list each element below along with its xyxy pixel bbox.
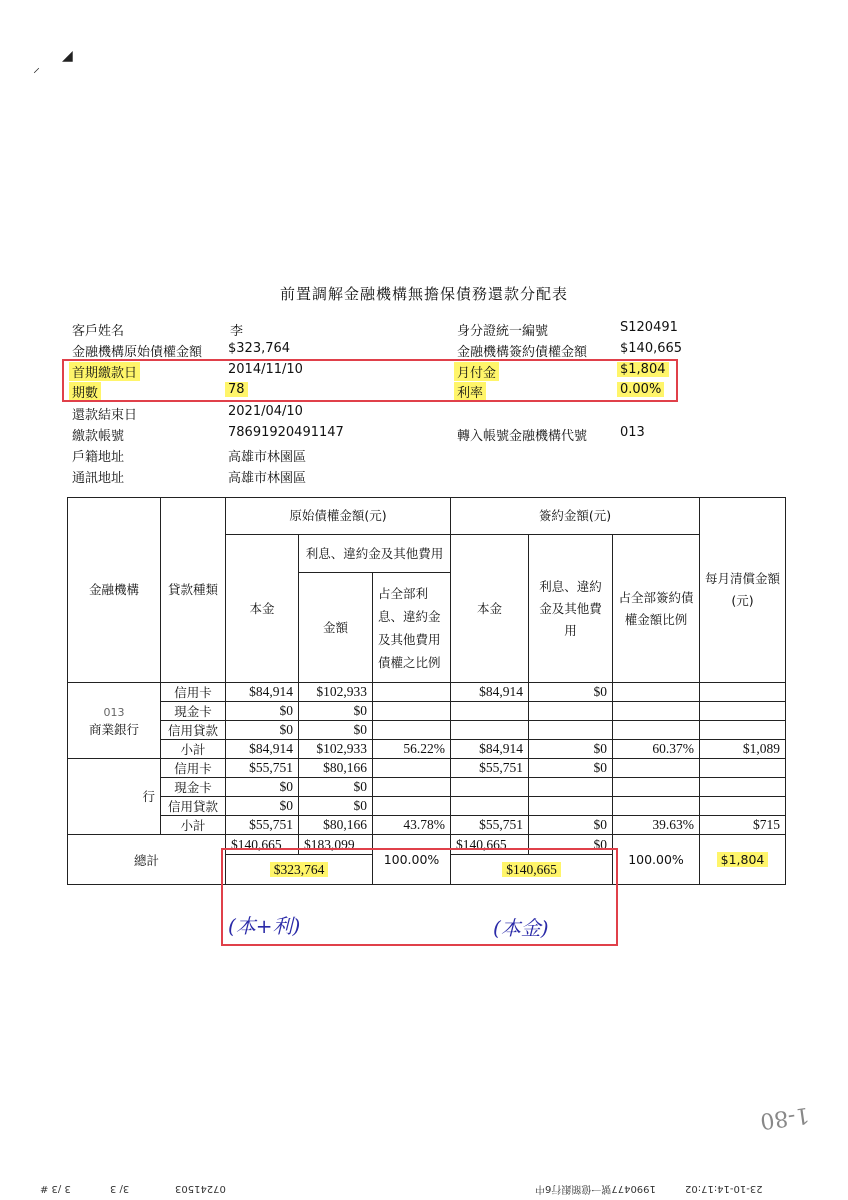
- account-value: 78691920491147: [228, 425, 344, 440]
- cell: $715: [700, 816, 786, 835]
- cell: [373, 683, 451, 702]
- contract-amount-value: $140,665: [620, 341, 683, 356]
- cell: [373, 721, 451, 740]
- cell: $84,914: [226, 740, 299, 759]
- header-contract-interest: 利息、違約金及其他費用: [529, 535, 613, 683]
- first-payment-label: 首期繳款日: [69, 362, 140, 381]
- id-label: 身分證統一編號: [457, 324, 549, 339]
- cell: $55,751: [226, 816, 299, 835]
- total-label: 總計: [68, 835, 226, 885]
- cell: $0: [529, 740, 613, 759]
- end-date-value: 2021/04/10: [228, 404, 303, 419]
- total-contract-principal: $140,665: [451, 835, 529, 855]
- header-amount: 金額: [299, 573, 373, 683]
- cell: [529, 721, 613, 740]
- cell: [700, 702, 786, 721]
- account-label: 繳款帳號: [72, 429, 125, 444]
- household-address-value: 高雄市林園區: [228, 450, 307, 465]
- cell: $84,914: [226, 683, 299, 702]
- cell: [700, 778, 786, 797]
- footer-page: 3/ 3: [110, 1183, 130, 1194]
- footer-timestamp: 23-10-14:17:02: [685, 1183, 763, 1194]
- total-monthly-cell: [700, 835, 786, 885]
- repayment-table: [67, 497, 786, 885]
- cell: $80,166: [299, 816, 373, 835]
- cell: [373, 702, 451, 721]
- periods-label: 期數: [69, 382, 101, 401]
- cell: [529, 778, 613, 797]
- transfer-bank-label: 轉入帳號金融機構代號: [457, 429, 588, 444]
- contract-amount-label: 金融機構簽約債權金額: [457, 345, 588, 360]
- rate-label: 利率: [454, 382, 486, 401]
- total-monthly: $1,804: [717, 852, 769, 867]
- total-contract-ratio: 100.00%: [613, 835, 700, 885]
- header-contract-ratio: 占全部簽約債權金額比例: [613, 535, 700, 683]
- cell: [700, 759, 786, 778]
- cell: $84,914: [451, 683, 529, 702]
- cell: $0: [529, 683, 613, 702]
- customer-name-value: 李: [230, 324, 244, 339]
- cell: $0: [529, 759, 613, 778]
- cell: [529, 797, 613, 816]
- cell: [613, 721, 700, 740]
- cell: $0: [226, 778, 299, 797]
- scan-mark: ◢: [62, 48, 73, 64]
- footer-left: 3 /3 #: [40, 1183, 71, 1194]
- mail-address-label: 通訊地址: [72, 471, 125, 486]
- cell: $0: [529, 816, 613, 835]
- total-contract-sum: $140,665: [502, 862, 561, 877]
- cell: $0: [299, 797, 373, 816]
- cell: [373, 759, 451, 778]
- transfer-bank-value: 013: [620, 425, 645, 440]
- cell: [700, 797, 786, 816]
- header-ratio-original: 占全部利息、違約金及其他費用債權之比例: [373, 573, 451, 683]
- header-institution: 金融機構: [68, 498, 161, 683]
- total-original-sum: $323,764: [270, 862, 329, 877]
- cell: [613, 702, 700, 721]
- cell: [373, 797, 451, 816]
- cell: [613, 759, 700, 778]
- cell: $0: [226, 797, 299, 816]
- institution-2-name: 行: [142, 789, 155, 804]
- footer-center: 1990477號一億額銀行6中: [535, 1183, 656, 1194]
- cell: 39.63%: [613, 816, 700, 835]
- household-address-label: 戶籍地址: [72, 450, 125, 465]
- loan-type-cash-card: 現金卡: [161, 702, 226, 721]
- original-amount-value: $323,764: [228, 341, 291, 356]
- cell: [529, 702, 613, 721]
- cell: $84,914: [451, 740, 529, 759]
- handwritten-note-left: (本+利): [228, 914, 301, 938]
- header-principal: 本金: [226, 535, 299, 683]
- header-monthly-payment: 每月清償金額(元): [700, 498, 786, 683]
- loan-type-cash-card: 現金卡: [161, 778, 226, 797]
- cell: $0: [299, 778, 373, 797]
- monthly-label: 月付金: [454, 362, 499, 381]
- document-title: 前置調解金融機構無擔保債務還款分配表: [279, 285, 568, 303]
- total-ratio: 100.00%: [373, 835, 451, 885]
- cell: $102,933: [299, 740, 373, 759]
- cell: [373, 778, 451, 797]
- first-payment-value: 2014/11/10: [228, 362, 303, 377]
- cell: $0: [226, 702, 299, 721]
- cell: [451, 702, 529, 721]
- cell: 43.78%: [373, 816, 451, 835]
- periods-value: 78: [225, 382, 248, 397]
- cell: [613, 683, 700, 702]
- cell: $55,751: [451, 816, 529, 835]
- cell: $55,751: [226, 759, 299, 778]
- cell: 56.22%: [373, 740, 451, 759]
- handwritten-margin-note: 1-80: [758, 1101, 811, 1134]
- cell: $80,166: [299, 759, 373, 778]
- cell: 60.37%: [613, 740, 700, 759]
- cell: [700, 683, 786, 702]
- cell: [451, 778, 529, 797]
- loan-type-credit-loan: 信用貸款: [161, 797, 226, 816]
- cell: [613, 778, 700, 797]
- cell: $102,933: [299, 683, 373, 702]
- loan-type-credit-loan: 信用貸款: [161, 721, 226, 740]
- id-value: S120491: [620, 320, 678, 335]
- header-original-amount: 原始債權金額(元): [226, 498, 451, 535]
- cell: $0: [299, 702, 373, 721]
- header-contract-amount: 簽約金額(元): [451, 498, 700, 535]
- customer-name-label: 客戶姓名: [72, 324, 125, 339]
- rate-value: 0.00%: [617, 382, 664, 397]
- original-amount-label: 金融機構原始債權金額: [72, 345, 203, 360]
- header-loan-type: 貸款種類: [161, 498, 226, 683]
- cell: [700, 721, 786, 740]
- cell: $55,751: [451, 759, 529, 778]
- header-contract-principal: 本金: [451, 535, 529, 683]
- end-date-label: 還款結束日: [72, 408, 138, 423]
- cell: $0: [226, 721, 299, 740]
- loan-type-credit-card: 信用卡: [161, 759, 226, 778]
- cell: $1,089: [700, 740, 786, 759]
- red-annotation-box-info: [62, 359, 678, 402]
- subtotal-label: 小計: [161, 816, 226, 835]
- loan-type-credit-card: 信用卡: [161, 683, 226, 702]
- subtotal-label: 小計: [161, 740, 226, 759]
- total-interest: $183,099: [299, 835, 373, 855]
- institution-1-name: 商業銀行: [88, 722, 139, 737]
- handwritten-note-right: (本金): [493, 916, 549, 940]
- institution-1-code: 013: [103, 706, 125, 719]
- total-principal: $140,665: [226, 835, 299, 855]
- institution-2-cell: [68, 759, 161, 835]
- cell: $0: [299, 721, 373, 740]
- header-interest-group: 利息、違約金及其他費用: [299, 535, 451, 573]
- cell: [451, 797, 529, 816]
- cell: [451, 721, 529, 740]
- mail-address-value: 高雄市林園區: [228, 471, 307, 486]
- total-contract-interest: $0: [529, 835, 613, 855]
- footer-code: 07241503: [175, 1183, 226, 1194]
- scan-mark: ⸝: [33, 60, 40, 76]
- cell: [613, 797, 700, 816]
- monthly-value: $1,804: [617, 362, 669, 377]
- institution-1-cell: [68, 683, 161, 759]
